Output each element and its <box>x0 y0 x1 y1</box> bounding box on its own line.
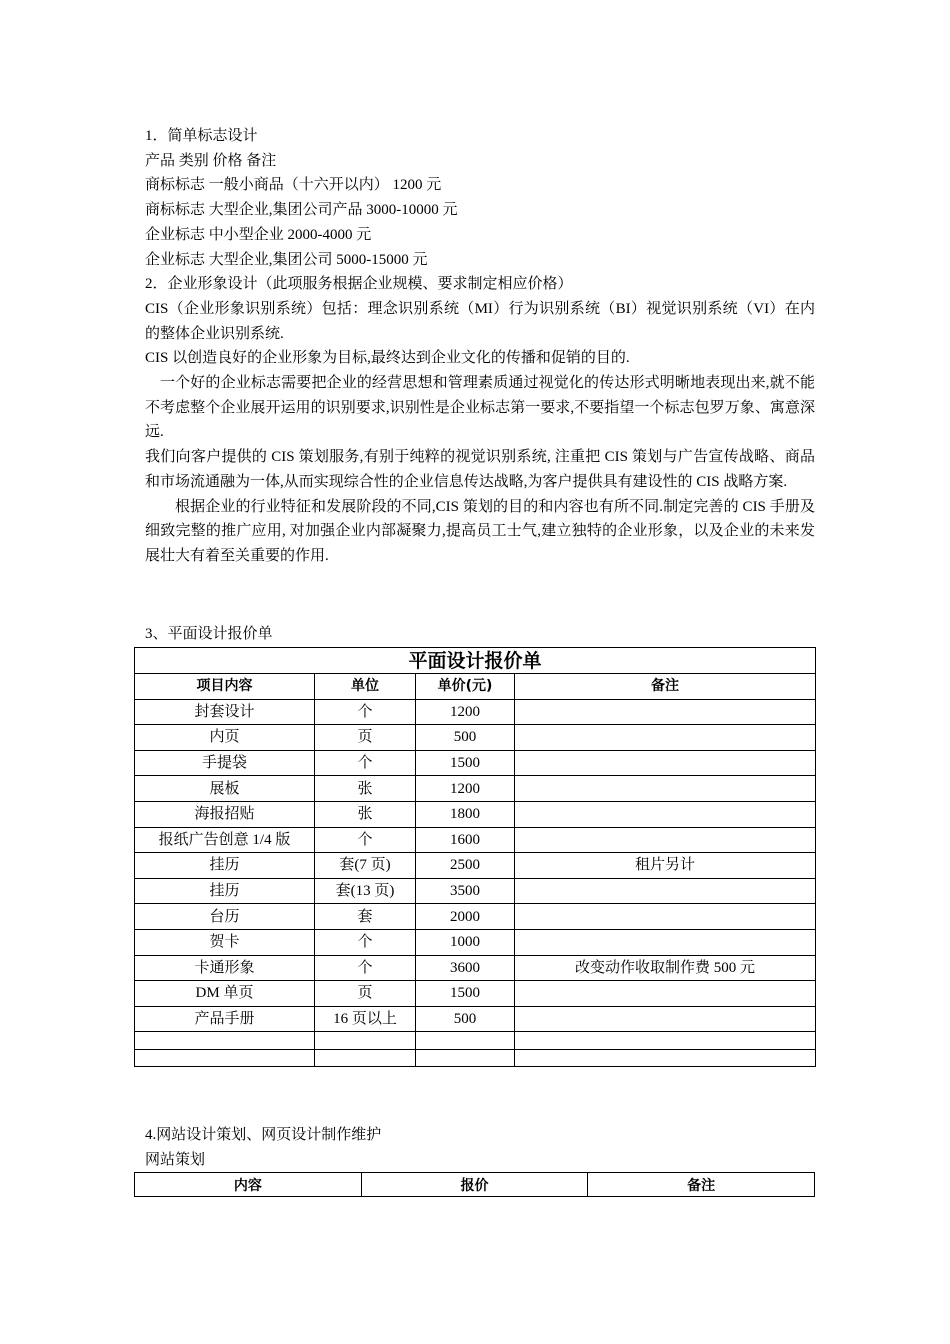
website-table <box>134 1172 815 1197</box>
column-header: 内容 <box>135 1173 362 1197</box>
table-cell: 个 <box>315 955 416 981</box>
table-row <box>135 725 816 751</box>
section1-line: 企业标志 大型企业,集团公司 5000-15000 元 <box>145 251 428 268</box>
table-cell <box>515 1049 816 1067</box>
column-header: 单价(元) <box>416 674 515 700</box>
table-cell: 套(13 页) <box>315 878 416 904</box>
table-cell: 手提袋 <box>135 750 315 776</box>
section2-heading: 2．企业形象设计（此项服务根据企业规模、要求制定相应价格） <box>145 276 573 293</box>
table-cell <box>135 1049 315 1067</box>
table-cell: 台历 <box>135 904 315 930</box>
table-cell: 500 <box>416 725 515 751</box>
table-cell <box>515 827 816 853</box>
table-row <box>135 853 816 879</box>
table-cell: 1500 <box>416 981 515 1007</box>
table-cell: 封套设计 <box>135 699 315 725</box>
table-cell: 卡通形象 <box>135 955 315 981</box>
table-cell: 页 <box>315 725 416 751</box>
table-cell <box>515 750 816 776</box>
table-cell <box>515 776 816 802</box>
table-cell: 2500 <box>416 853 515 879</box>
table-cell: 1000 <box>416 929 515 955</box>
table-row <box>135 750 816 776</box>
table-cell <box>515 1032 816 1050</box>
table-cell: 张 <box>315 776 416 802</box>
table-cell: 内页 <box>135 725 315 751</box>
section3-heading: 3、平面设计报价单 <box>145 626 273 642</box>
table-cell: 1600 <box>416 827 515 853</box>
table-cell: 挂历 <box>135 853 315 879</box>
table-cell: 页 <box>315 981 416 1007</box>
table-cell: 产品手册 <box>135 1006 315 1032</box>
section1-header-line: 产品 类别 价格 备注 <box>145 152 277 169</box>
table-row <box>135 981 816 1007</box>
table-cell: 改变动作收取制作费 500 元 <box>515 955 816 981</box>
document-body <box>145 124 815 569</box>
section4-block <box>145 1123 381 1172</box>
table-cell: 1500 <box>416 750 515 776</box>
table-cell: 个 <box>315 699 416 725</box>
table-cell <box>515 725 816 751</box>
table-cell: 海报招贴 <box>135 801 315 827</box>
table-cell: 1200 <box>416 699 515 725</box>
table-cell: 3500 <box>416 878 515 904</box>
table-cell <box>515 801 816 827</box>
table-cell <box>515 699 816 725</box>
table-cell: 挂历 <box>135 878 315 904</box>
table-cell <box>515 1006 816 1032</box>
table-row <box>135 801 816 827</box>
column-header: 单位 <box>315 674 416 700</box>
price-table <box>134 647 816 1067</box>
table-row <box>135 929 816 955</box>
section2-paragraph: CIS（企业形象识别系统）包括：理念识别系统（MI）行为识别系统（BI）视觉识别系统（VI）在内的整体企业识别系统. <box>145 300 815 342</box>
table-cell <box>315 1032 416 1050</box>
section2-paragraph: 根据企业的行业特征和发展阶段的不同,CIS 策划的目的和内容也有所不同.制定完善的 CIS 手册及细致完整的推广应用, 对加强企业内部凝聚力,提高员工士气,建立独特的企业形象，以及企业的未来发展壮大有着至关重要的作用. <box>145 498 815 564</box>
section2-paragraph: 一个好的企业标志需要把企业的经营思想和管理素质通过视觉化的传达形式明晰地表现出来,就不能不考虑整个企业展开运用的识别要求,识别性是企业标志第一要求,不要指望一个标志包罗万象、寓意深远. <box>145 375 815 441</box>
table-cell <box>315 1049 416 1067</box>
table-row <box>135 827 816 853</box>
table-cell: 报纸广告创意 1/4 版 <box>135 827 315 853</box>
table-cell: 500 <box>416 1006 515 1032</box>
section2-paragraph: CIS 以创造良好的企业形象为目标,最终达到企业文化的传播和促销的目的. <box>145 350 630 367</box>
table-cell: 租片另计 <box>515 853 816 879</box>
table-row <box>135 699 816 725</box>
table-cell <box>515 981 816 1007</box>
table-cell <box>515 929 816 955</box>
section1-line: 商标标志 大型企业,集团公司产品 3000-10000 元 <box>145 202 458 219</box>
table-row <box>135 955 816 981</box>
table-row <box>135 878 816 904</box>
section1-line: 企业标志 中小型企业 2000-4000 元 <box>145 226 372 243</box>
table-cell: 3600 <box>416 955 515 981</box>
table-cell: 16 页以上 <box>315 1006 416 1032</box>
table-cell: 1200 <box>416 776 515 802</box>
column-header: 备注 <box>515 674 816 700</box>
table-cell: 1800 <box>416 801 515 827</box>
table-cell: 个 <box>315 750 416 776</box>
table-cell: 张 <box>315 801 416 827</box>
table-cell: 展板 <box>135 776 315 802</box>
website-table-header <box>135 1173 815 1197</box>
section4-heading: 4.网站设计策划、网页设计制作维护 <box>145 1127 382 1143</box>
column-header: 报价 <box>361 1173 588 1197</box>
table-row <box>135 1032 816 1050</box>
price-table-header <box>135 674 816 700</box>
table-row <box>135 776 816 802</box>
table-cell <box>416 1049 515 1067</box>
table-cell <box>135 1032 315 1050</box>
column-header: 项目内容 <box>135 674 315 700</box>
section4-subheading: 网站策划 <box>145 1151 206 1168</box>
table-cell <box>515 904 816 930</box>
table-cell <box>515 878 816 904</box>
table-cell: 个 <box>315 929 416 955</box>
section2-paragraph: 我们向客户提供的 CIS 策划服务,有别于纯粹的视觉识别系统, 注重把 CIS 策划与广告宣传战略、商品和市场流通融为一体,从而实现综合性的企业信息传达战略,为客户提供具有建设性的 CIS 战略方案. <box>145 449 815 490</box>
table-row <box>135 904 816 930</box>
table-cell: 套(7 页) <box>315 853 416 879</box>
section1-heading: 1．简单标志设计 <box>145 128 258 144</box>
table-row <box>135 1049 816 1067</box>
price-table-title: 平面设计报价单 <box>135 648 816 674</box>
table-cell <box>416 1032 515 1050</box>
table-row <box>135 1006 816 1032</box>
table-cell: 贺卡 <box>135 929 315 955</box>
table-cell: 个 <box>315 827 416 853</box>
table-cell: DM 单页 <box>135 981 315 1007</box>
table-cell: 套 <box>315 904 416 930</box>
table-cell: 2000 <box>416 904 515 930</box>
column-header: 备注 <box>588 1173 815 1197</box>
section1-line: 商标标志 一般小商品（十六开以内） 1200 元 <box>145 177 442 194</box>
